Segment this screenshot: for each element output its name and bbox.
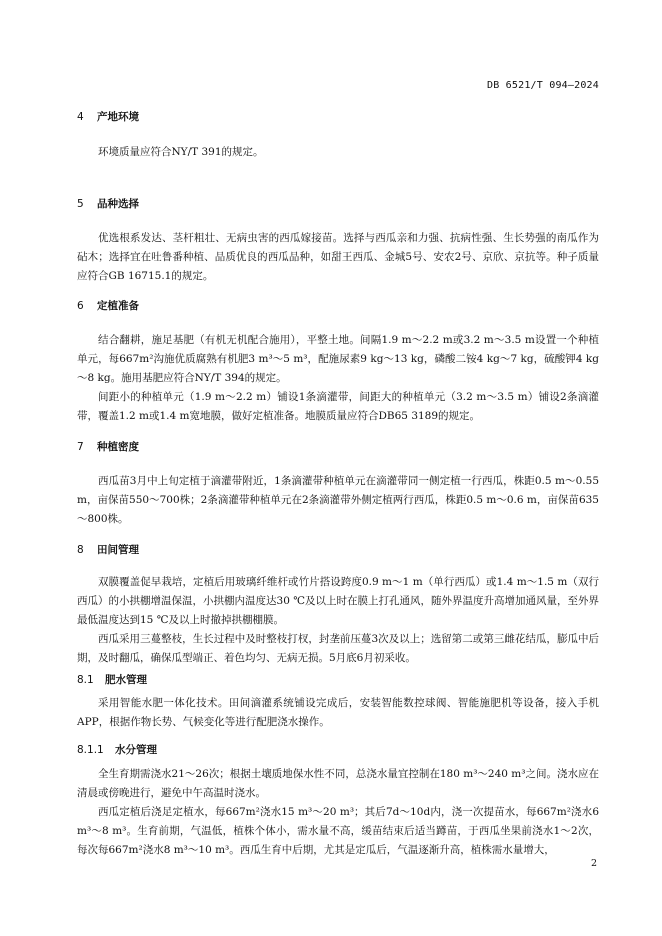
section-6-heading — [77, 298, 139, 313]
section-8-paragraph-1: 双膜覆盖促早栽培，定植后用玻璃纤维杆或竹片搭设跨度0.9 m～1 m（单行西瓜）或1.4 m～1.5 m（双行西瓜）的小拱棚增温保温，小拱棚内温度达30 ℃及以上时在膜上打孔通风，随外界温度升高增加通风量，至外界最低温度达到15 ℃及以上时撤掉拱棚棚膜。 — [77, 576, 599, 626]
section-8-paragraph-2: 西瓜采用三蔓整枝，生长过程中及时整枝打杈，封垄前压蔓3次及以上；选留第二或第三雌花结瓜，膨瓜中后期，及时翻瓜，确保瓜型端正、着色均匀、无病无损。5月底6月初采收。 — [77, 633, 599, 664]
section-number: 6 — [77, 300, 84, 312]
section-number: 5 — [77, 198, 84, 210]
section-title: 定植准备 — [97, 300, 139, 312]
section-8-1-heading — [77, 672, 147, 687]
section-number: 8 — [77, 544, 84, 556]
section-8-1-paragraph: 采用智能水肥一体化技术。田间滴灌系统铺设完成后，安装智能数控球阀、智能施肥机等设备，接入手机APP，根据作物长势、气候变化等进行配肥浇水操作。 — [77, 697, 599, 728]
section-title: 品种选择 — [97, 198, 139, 210]
section-6-paragraph-2: 间距小的种植单元（1.9 m～2.2 m）铺设1条滴灌带，间距大的种植单元（3.2 m～3.5 m）铺设2条滴灌带，覆盖1.2 m或1.4 m宽地膜，做好定植准备。地膜质量应符合DB65 3189的规定。 — [77, 391, 599, 422]
section-title: 种植密度 — [97, 441, 139, 453]
standard-code: DB 6521/T 094—2024 — [487, 80, 599, 91]
section-7-paragraph: 西瓜苗3月中上旬定植于滴灌带附近，1条滴灌带种植单元在滴灌带同一侧定植一行西瓜，株距0.5 m～0.55 m，亩保苗550～700株；2条滴灌带种植单元在2条滴灌带外侧定植两行西瓜，株距0.5 m～0.6 m，亩保苗635～800株。 — [77, 475, 599, 525]
section-title: 田间管理 — [97, 544, 139, 556]
section-4-heading — [77, 109, 139, 124]
section-5-paragraph: 优选根系发达、茎杆粗壮、无病虫害的西瓜嫁接苗。选择与西瓜亲和力强、抗病性强、生长势强的南瓜作为砧木；选择宜在吐鲁番种植、品质优良的西瓜品种，如甜王西瓜、金城5号、安农2号、京欣、京抗等。种子质量应符合GB 16715.1的规定。 — [77, 232, 599, 282]
section-number: 4 — [77, 111, 84, 123]
section-title: 水分管理 — [115, 744, 157, 756]
section-6-paragraph-1: 结合翻耕，施足基肥（有机无机配合施用），平整土地。间隔1.9 m～2.2 m或3.2 m～3.5 m设置一个种植单元，每667m²沟施优质腐熟有机肥3 m³～5 m³，配施尿素9 kg～13 kg，磷酸二铵4 kg～7 kg，硫酸钾4 kg～8 kg。施用基肥应符合NY/T 394的规定。 — [77, 334, 599, 384]
section-title: 肥水管理 — [105, 674, 147, 686]
section-title: 产地环境 — [97, 111, 139, 123]
section-7-heading — [77, 439, 139, 454]
section-number: 7 — [77, 441, 84, 453]
section-5-heading — [77, 196, 139, 211]
section-number: 8.1 — [77, 674, 94, 686]
page-number: 2 — [590, 858, 597, 869]
section-8-1-1-paragraph-2: 西瓜定植后浇足定植水，每667m²浇水15 m³～20 m³；其后7d～10d内，浇一次提苗水，每667m²浇水6 m³～8 m³。生育前期，气温低，植株个体小，需水量不高，缓苗结束后适当蹲苗，于西瓜坐果前浇水1～2次，每次每667m²浇水8 m³～10 m³。西瓜生育中后期，尤其是定瓜后，气温逐渐升高，植株需水量增大， — [77, 806, 599, 856]
section-8-1-1-heading — [77, 742, 157, 757]
section-number: 8.1.1 — [77, 744, 104, 756]
section-8-1-1-paragraph-1: 全生育期需浇水21～26次；根据土壤质地保水性不同，总浇水量宜控制在180 m³～240 m³之间。浇水应在清晨或傍晚进行，避免中午高温时浇水。 — [77, 768, 599, 799]
section-8-heading — [77, 542, 139, 557]
section-4-paragraph: 环境质量应符合NY/T 391的规定。 — [98, 146, 264, 158]
